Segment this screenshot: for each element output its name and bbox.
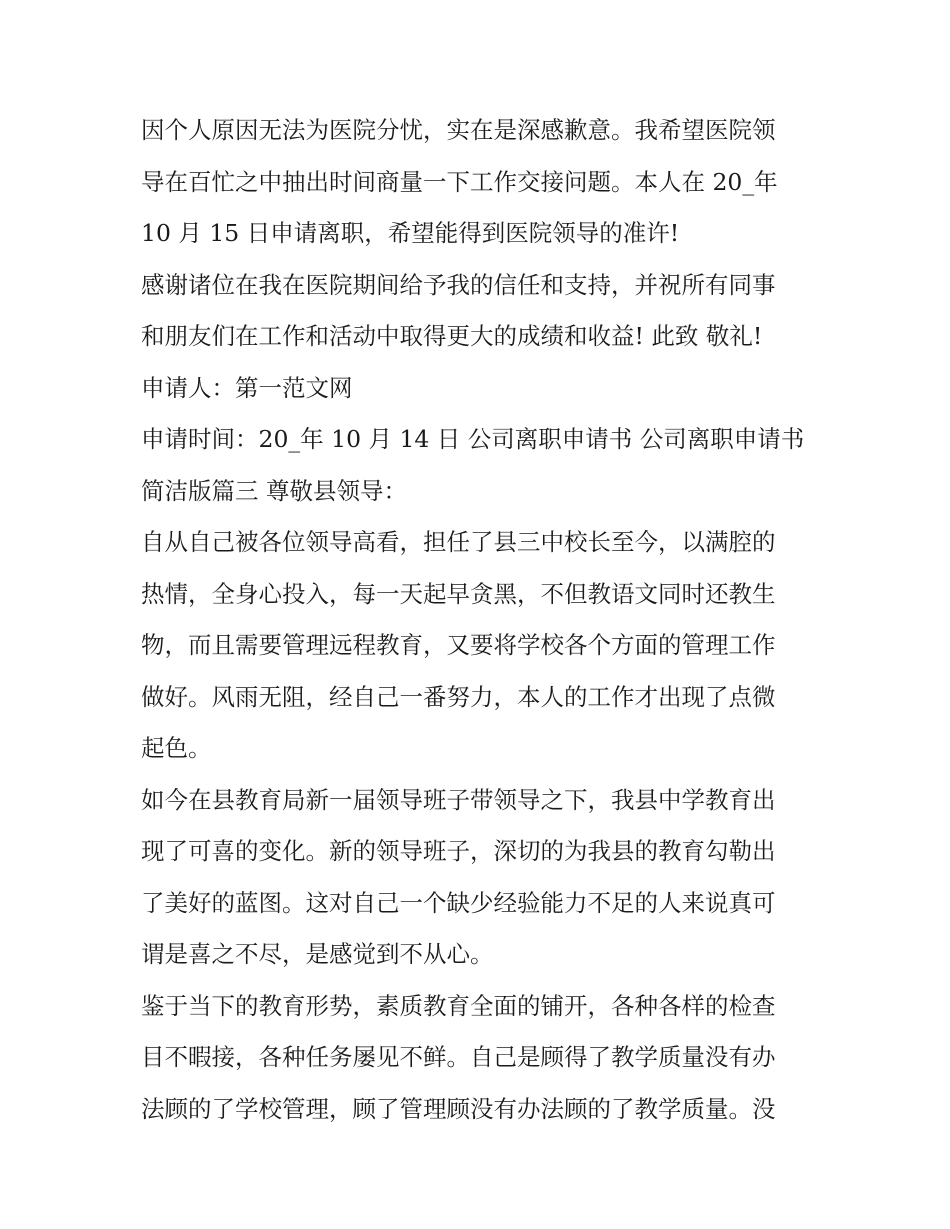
text-line: 做好。风雨无阻，经自己一番努力，本人的工作才出现了点微 <box>141 682 776 711</box>
text-line: 和朋友们在工作和活动中取得更大的成绩和收益! 此致 敬礼! <box>141 322 763 350</box>
text-line: 申请时间：20_年 10 月 14 日 公司离职申请书 公司离职申请书 <box>141 425 805 453</box>
text-line: 谓是喜之不尽，是感觉到不从心。 <box>141 940 494 968</box>
text-line: 法顾的了学校管理，顾了管理顾没有办法顾的了教学质量。没 <box>141 1094 776 1123</box>
text-line: 鉴于当下的教育形势，素质教育全面的铺开，各种各样的检查 <box>141 991 776 1020</box>
document-body <box>141 105 816 1135</box>
text-line: 如今在县教育局新一届领导班子带领导之下，我县中学教育出 <box>141 785 776 814</box>
text-line: 热情，全身心投入，每一天起早贪黑，不但教语文同时还教生 <box>141 579 776 608</box>
text-line: 了美好的蓝图。这对自己一个缺少经验能力不足的人来说真可 <box>141 888 776 917</box>
text-line: 10 月 15 日申请离职，希望能得到医院领导的准许! <box>141 219 680 247</box>
text-line: 目不暇接，各种任务屡见不鲜。自己是顾得了教学质量没有办 <box>141 1043 776 1071</box>
text-line: 因个人原因无法为医院分忧，实在是深感歉意。我希望医院领 <box>141 116 776 144</box>
text-line: 导在百忙之中抽出时间商量一下工作交接问题。本人在 20_年 <box>141 167 778 196</box>
text-line: 申请人：第一范文网 <box>141 373 353 402</box>
text-line: 自从自己被各位领导高看，担任了县三中校长至今，以满腔的 <box>141 528 776 556</box>
text-line: 感谢诸位在我在医院期间给予我的信任和支持，并祝所有同事 <box>141 270 776 299</box>
text-line: 现了可喜的变化。新的领导班子，深切的为我县的教育勾勒出 <box>141 837 776 865</box>
text-line: 简洁版篇三 尊敬县领导： <box>141 476 407 505</box>
text-line: 物，而且需要管理远程教育，又要将学校各个方面的管理工作 <box>141 631 776 659</box>
text-line: 起色。 <box>141 734 212 762</box>
